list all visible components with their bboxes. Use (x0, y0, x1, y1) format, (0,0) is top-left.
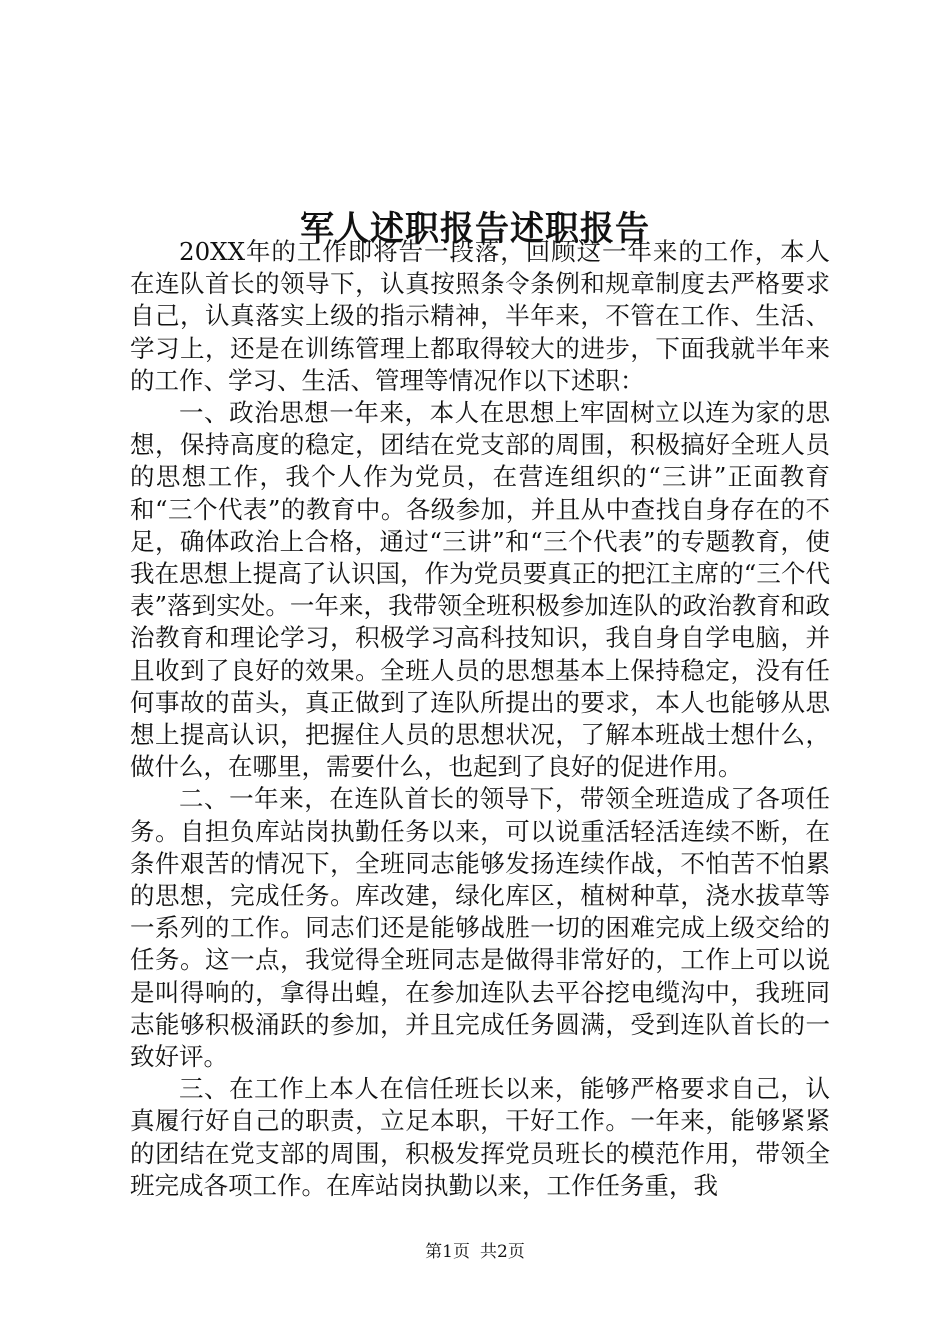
page-footer (0, 1240, 950, 1264)
page-number: 第1页 (425, 1242, 470, 1262)
document-body (130, 236, 830, 1202)
page-total: 共2页 (480, 1242, 525, 1262)
document-title: 军人述职报告述职报告 (300, 208, 650, 249)
paragraph-section-2: 二、一年来，在连队首长的领导下，带领全班造成了各项任务。自担负库站岗执勤任务以来，可以说重活轻活连续不断，在条件艰苦的情况下，全班同志能够发扬连续作战，不怕苦不怕累的思想，完成任务。库改建，绿化库区，植树种草，浇水拔草等一系列的工作。同志们还是能够战胜一切的困难完成上级交给的任务。这一点，我觉得全班同志是做得非常好的，工作上可以说是叫得响的，拿得出蝗，在参加连队去平谷挖电缆沟中，我班同志能够积极涌跃的参加，并且完成任务圆满，受到连队首长的一致好评。 (130, 784, 830, 1072)
paragraph-intro: 20XX年的工作即将告一段落，回顾这一年来的工作，本人在连队首长的领导下，认真按照条令条例和规章制度去严格要求自己，认真落实上级的指示精神，半年来，不管在工作、生活、学习上，还是在训练管理上都取得较大的进步，下面我就半年来的工作、学习、生活、管理等情况作以下述职： (130, 237, 830, 395)
paragraph-section-1: 一、政治思想一年来，本人在思想上牢固树立以连为家的思想，保持高度的稳定，团结在党支部的周围，积极搞好全班人员的思想工作，我个人作为党员，在营连组织的“三讲”正面教育和“三个代表”的教育中。各级参加，并且从中查找自身存在的不足，确体政治上合格，通过“三讲”和“三个代表”的专题教育，使我在思想上提高了认识国，作为党员要真正的把江主席的“三个代表”落到实处。一年来，我带领全班积极参加连队的政治教育和政治教育和理论学习，积极学习高科技知识，我自身自学电脑，并且收到了良好的效果。全班人员的思想基本上保持稳定，没有任何事故的苗头，真正做到了连队所提出的要求，本人也能够从思想上提高认识，把握住人员的思想状况，了解本班战士想什么，做什么，在哪里，需要什么，也起到了良好的促进作用。 (130, 398, 830, 782)
paragraph-section-3: 三、在工作上本人在信任班长以来，能够严格要求自己，认真履行好自己的职责，立足本职，干好工作。一年来，能够紧紧的团结在党支部的周围，积极发挥党员班长的模范作用，带领全班完成各项工作。在库站岗执勤以来，工作任务重，我 (130, 1074, 830, 1200)
